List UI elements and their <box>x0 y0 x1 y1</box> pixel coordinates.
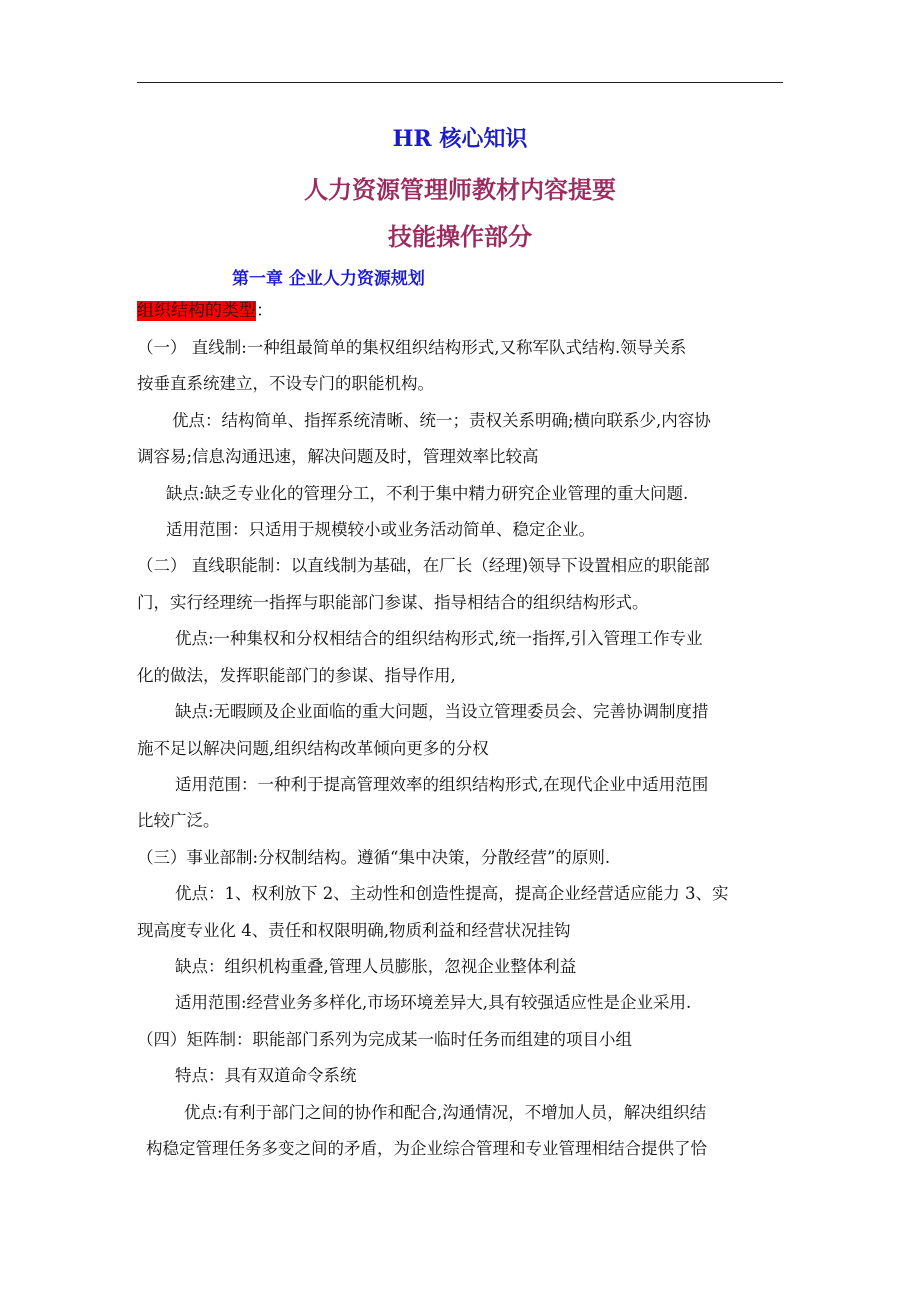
body-line: 适用范围：一种利于提高管理效率的组织结构形式,在现代企业中适用范围 <box>175 775 709 794</box>
body-line: 构稳定管理任务多变之间的矛盾，为企业综合管理和专业管理相结合提供了恰 <box>146 1139 707 1158</box>
body-line: 适用范围:经营业务多样化,市场环境差异大,具有较强适应性是企业采用. <box>175 993 692 1012</box>
section-heading-colon: ： <box>256 301 273 321</box>
body-line: 优点:一种集权和分权相结合的组织结构形式,统一指挥,引入管理工作专业 <box>175 629 703 648</box>
body-line: 现高度专业化 4、责任和权限明确,物质利益和经营状况挂钩 <box>137 921 571 940</box>
doc-title-main: 人力资源管理师教材内容提要 <box>304 175 616 204</box>
header-rule <box>137 82 783 83</box>
body-line: （三）事业部制:分权制结构。遵循“集中决策，分散经营”的原则. <box>137 848 611 867</box>
chapter-heading: 第一章 企业人力资源规划 <box>232 269 425 289</box>
doc-title-sub: 技能操作部分 <box>388 222 532 251</box>
doc-title-hr: HR 核心知识 <box>392 126 528 152</box>
body-line: 缺点:无暇顾及企业面临的重大问题，当设立管理委员会、完善协调制度措 <box>175 702 709 721</box>
body-line: （四）矩阵制：职能部门系列为完成某一临时任务而组建的项目小组 <box>137 1030 632 1049</box>
body-line: 比较广泛。 <box>137 811 220 830</box>
body-line: 优点:有利于部门之间的协作和配合,沟通情况，不增加人员，解决组织结 <box>184 1103 707 1122</box>
body-line: 优点：1、权利放下 2、主动性和创造性提高，提高企业经营适应能力 3、实 <box>175 884 729 903</box>
body-line: 施不足以解决问题,组织结构改革倾向更多的分权 <box>137 739 489 758</box>
body-line: 调容易;信息沟通迅速，解决问题及时，管理效率比较高 <box>137 447 539 466</box>
body-line: 按垂直系统建立，不设专门的职能机构。 <box>137 374 434 393</box>
section-heading-highlight: 组织结构的类型 <box>137 301 256 321</box>
body-line: 缺点:缺乏专业化的管理分工，不利于集中精力研究企业管理的重大问题. <box>166 484 689 503</box>
body-line: （二） 直线职能制：以直线制为基础，在厂长（经理)领导下设置相应的职能部 <box>137 556 710 575</box>
body-line: 缺点：组织机构重叠,管理人员膨胀，忽视企业整体利益 <box>175 957 577 976</box>
body-line: 适用范围：只适用于规模较小或业务活动简单、稳定企业。 <box>166 520 595 539</box>
section-heading <box>137 300 273 322</box>
body-line: 门，实行经理统一指挥与职能部门参谋、指导相结合的组织结构形式。 <box>137 593 649 612</box>
body-line: 化的做法，发挥职能部门的参谋、指导作用, <box>137 666 456 685</box>
body-line: 优点：结构简单、指挥系统清晰、统一；责权关系明确;横向联系少,内容协 <box>172 411 711 430</box>
body-line: 特点：具有双道命令系统 <box>175 1066 357 1085</box>
body-line: （一） 直线制:一种组最简单的集权组织结构形式,又称军队式结构.领导关系 <box>137 338 687 357</box>
